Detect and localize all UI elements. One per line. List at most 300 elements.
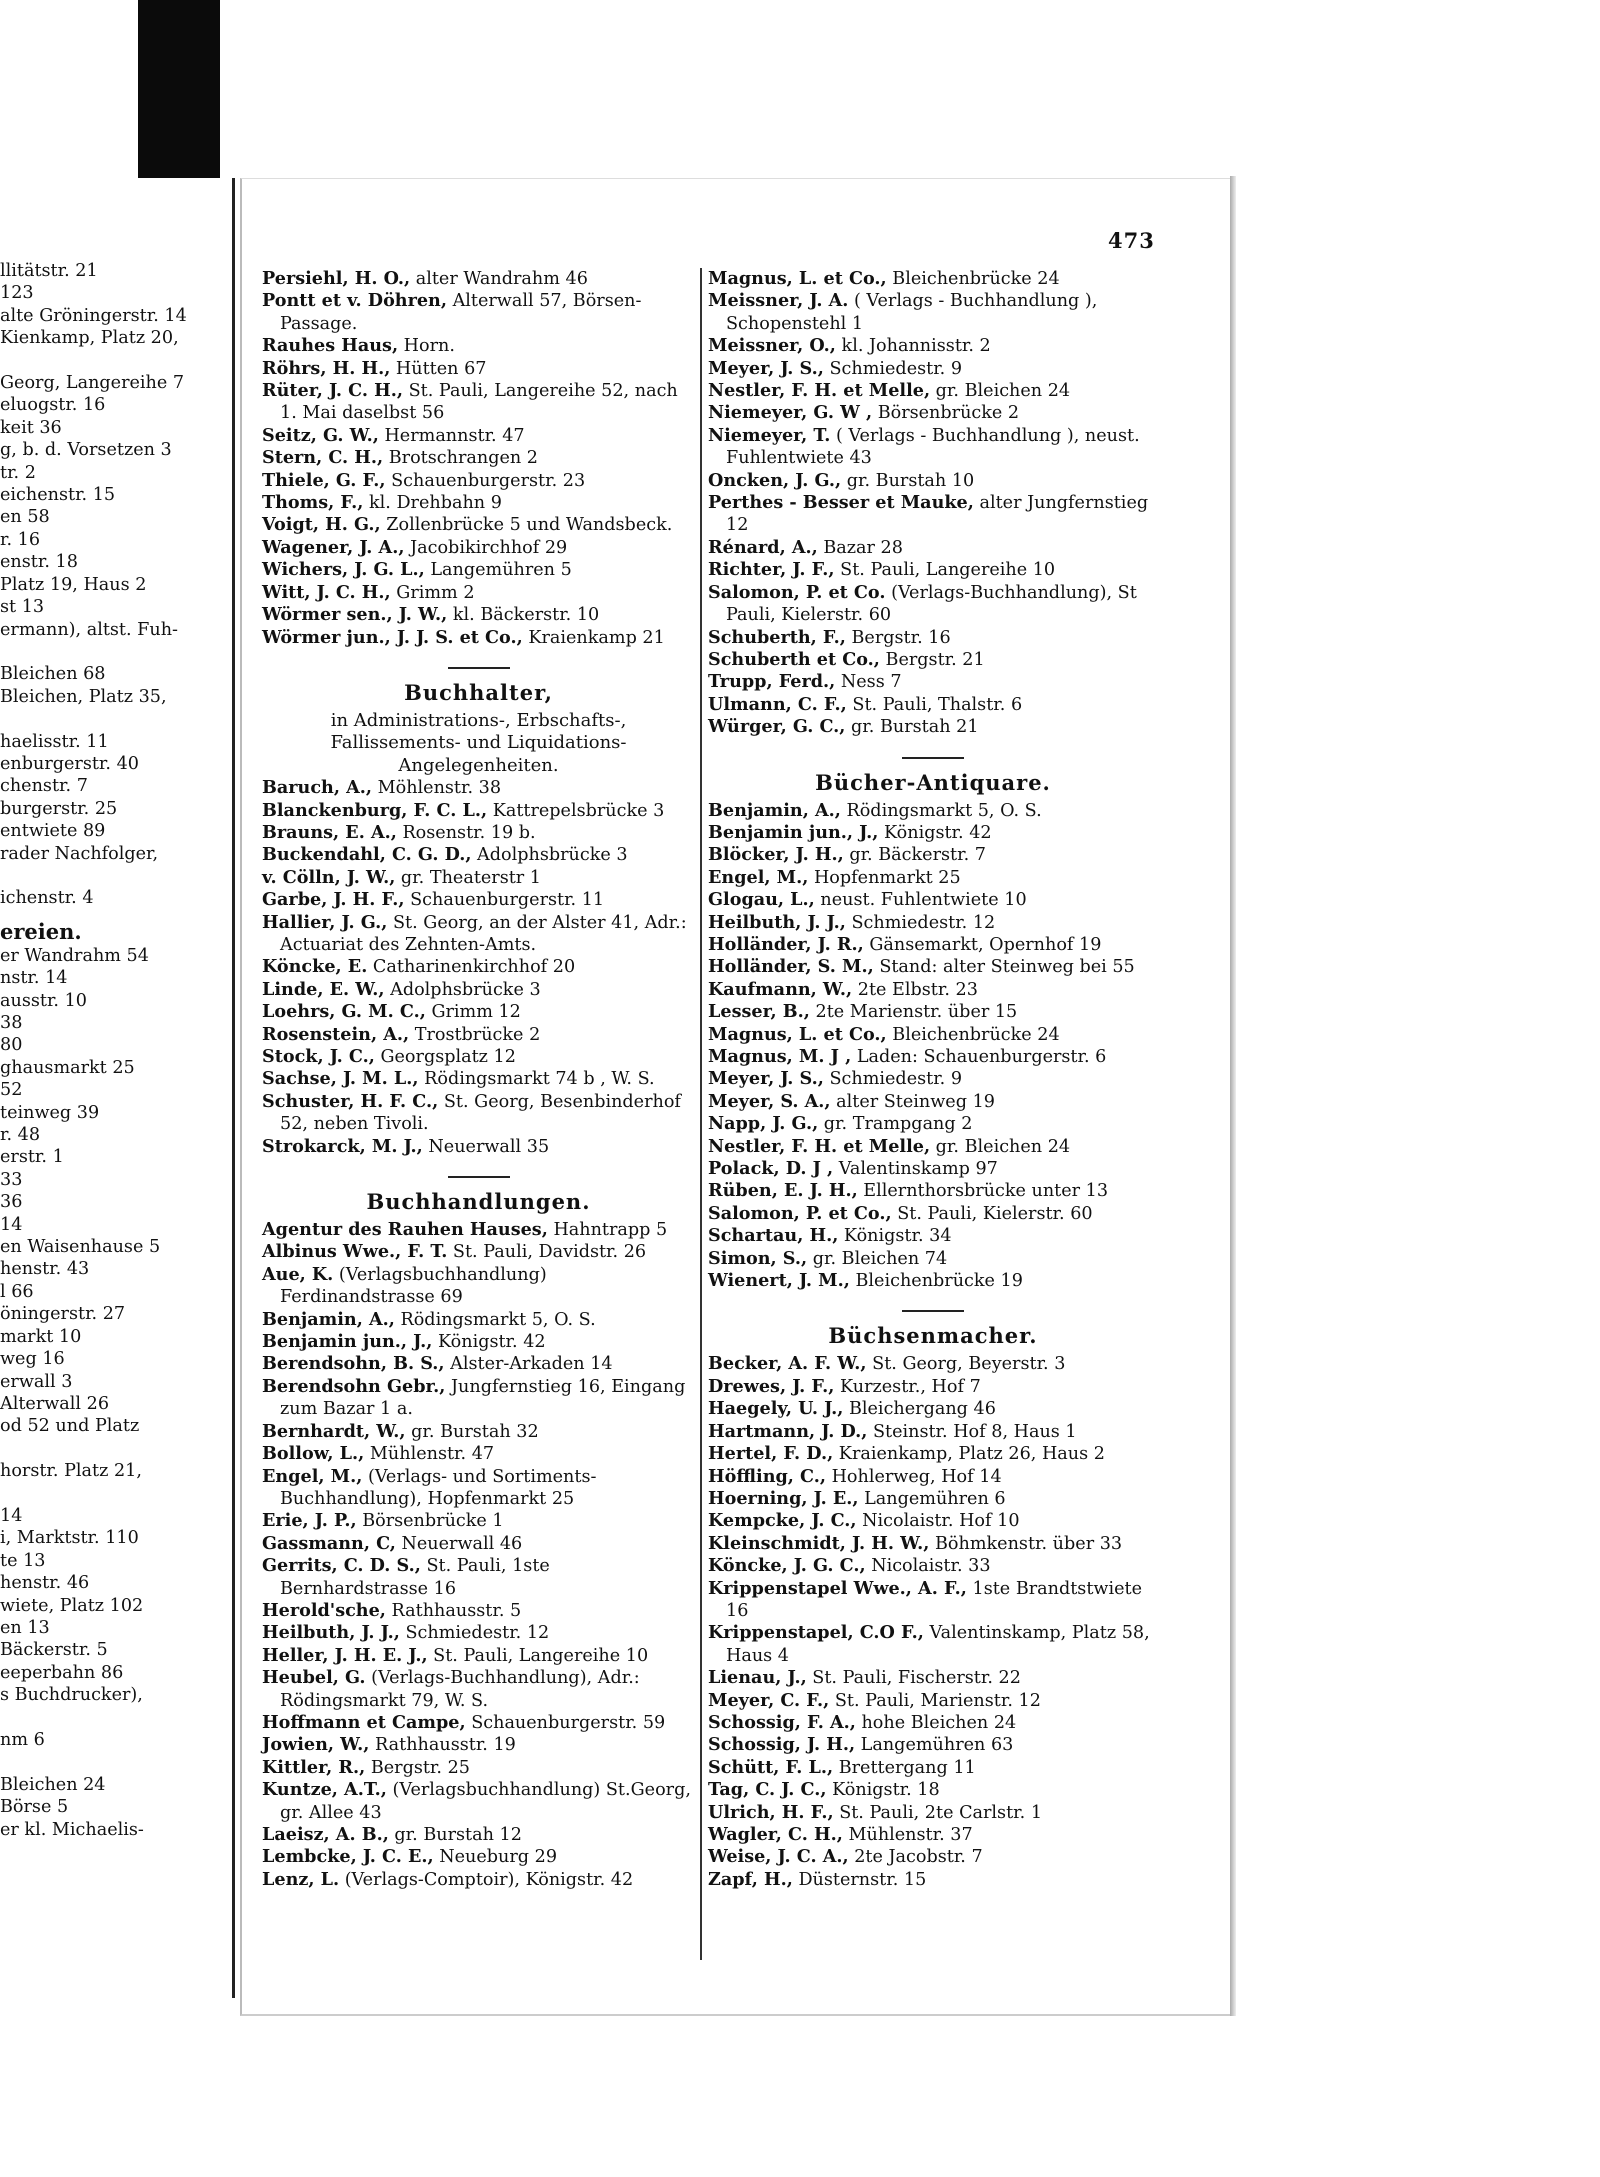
left-page-line: weg 16 [0, 1349, 65, 1370]
page-edge [1230, 176, 1236, 2016]
directory-entry [708, 335, 1158, 357]
directory-entry [262, 1869, 695, 1891]
entry-address: Stand: alter Steinweg bei 55 [879, 957, 1135, 978]
entry-name: Magnus, M. J , [708, 1046, 852, 1067]
entry-name: Baruch, A., [262, 777, 372, 799]
directory-entry [708, 380, 1158, 402]
entry-name: Buckendahl, C. G. D., [262, 844, 472, 866]
left-page-line: Bleichen 24 [0, 1774, 106, 1795]
directory-entry [708, 716, 1158, 738]
left-page-line: od 52 und Platz [0, 1416, 140, 1437]
directory-entry [262, 1645, 695, 1667]
column-divider [700, 268, 702, 1960]
entry-name: Meissner, J. A. [708, 290, 849, 312]
entry-name: Schuberth et Co., [708, 648, 880, 670]
entry-name: Schartau, H., [708, 1225, 839, 1247]
directory-entry [708, 559, 1158, 581]
left-page-line: er Wandrahm 54 [0, 945, 149, 966]
entry-name: Berendsohn, B. S., [262, 1353, 445, 1375]
directory-entry [708, 402, 1158, 424]
left-page-heading: ereien. [0, 918, 82, 944]
entry-address: Trostbrücke 2 [414, 1024, 541, 1045]
entry-address: kl. Bäckerstr. 10 [452, 605, 600, 626]
left-page-line: en Waisenhause 5 [0, 1237, 161, 1258]
left-page-line: rader Nachfolger, [0, 843, 159, 864]
entry-address: Horn. [403, 336, 455, 357]
directory-entry [708, 1846, 1158, 1868]
entry-name: Schuberth, F., [708, 626, 846, 648]
entries-top-left [262, 268, 695, 649]
entry-name: Heubel, G. [262, 1667, 366, 1689]
directory-entry [262, 1001, 695, 1023]
left-page-line: 123 [0, 283, 34, 304]
directory-entry [262, 582, 695, 604]
directory-entry [262, 1757, 695, 1779]
directory-entry [262, 1353, 695, 1375]
left-page-line [0, 708, 232, 730]
entry-address: Schmiedestr. 9 [829, 1069, 963, 1090]
entry-name: Schuster, H. F. C., [262, 1090, 439, 1112]
directory-entry [262, 1779, 695, 1824]
entry-address: Schauenburgerstr. 23 [391, 470, 586, 491]
directory-entry [262, 470, 695, 492]
directory-entry [708, 1667, 1158, 1689]
directory-entry [262, 1466, 695, 1511]
entry-address: ( Verlags - Buchhandlung ), neust. Fuhlentwiete 43 [726, 425, 1140, 469]
directory-entry [262, 380, 695, 425]
entry-address: Hahntrapp 5 [553, 1220, 668, 1241]
entry-address: (Verlagsbuchhandlung) St.Georg, gr. Allee 43 [280, 1780, 691, 1823]
section-separator [902, 1310, 964, 1312]
directory-entry [708, 956, 1158, 978]
entry-address: gr. Bleichen 74 [812, 1248, 948, 1269]
directory-entry [708, 1779, 1158, 1801]
entry-address: Brotschrangen 2 [388, 448, 538, 469]
entry-address: Schmiedestr. 12 [405, 1623, 550, 1644]
directory-entry [262, 800, 695, 822]
entry-name: Lembcke, J. C. E., [262, 1846, 434, 1868]
entry-address: (Verlags-Comptoir), Königstr. 42 [344, 1869, 634, 1890]
left-page-line: 80 [0, 1035, 23, 1056]
entry-name: Lienau, J., [708, 1667, 807, 1689]
entries-top-right [708, 268, 1158, 739]
left-page-line: erwall 3 [0, 1371, 73, 1392]
entry-address: St. Pauli, Langereihe 10 [840, 560, 1056, 581]
entry-name: Hertel, F. D., [708, 1443, 834, 1465]
directory-entry [262, 1264, 695, 1309]
directory-entry [708, 1001, 1158, 1023]
entry-name: v. Cölln, J. W., [262, 866, 396, 888]
entry-name: Höffling, C., [708, 1465, 826, 1487]
entry-name: Thiele, G. F., [262, 469, 386, 491]
entry-name: Niemeyer, G. W , [708, 402, 873, 424]
directory-entry [708, 1712, 1158, 1734]
entry-name: Blöcker, J. H., [708, 844, 844, 866]
page-number: 473 [1108, 228, 1155, 253]
entry-name: Krippenstapel, C.O F., [708, 1622, 924, 1644]
left-page-line: er kl. Michaelis- [0, 1819, 144, 1840]
entry-name: Bollow, L., [262, 1443, 365, 1465]
heading-buechsenmacher: Büchsenmacher. [828, 1323, 1038, 1349]
entry-name: Hallier, J. G., [262, 911, 388, 933]
entry-address: gr. Trampgang 2 [823, 1114, 973, 1135]
entry-name: Tag, C. J. C., [708, 1779, 827, 1801]
entry-address: Kattrepelsbrücke 3 [492, 800, 665, 821]
entries-buchhandlungen [262, 1219, 695, 1891]
entry-address: Bergstr. 21 [885, 649, 985, 670]
directory-entry [708, 671, 1158, 693]
entry-address: St. Pauli, 2te Carlstr. 1 [839, 1802, 1043, 1823]
left-page-line [0, 1438, 232, 1460]
entry-address: (Verlags-Buchhandlung), St Pauli, Kielerstr. 60 [726, 582, 1137, 626]
entry-name: Becker, A. F. W., [708, 1353, 867, 1375]
entry-address: gr. Burstah 32 [411, 1421, 539, 1442]
entry-name: Schossig, F. A., [708, 1711, 856, 1733]
entry-address: Grimm 2 [396, 582, 475, 603]
entry-name: Meyer, C. F., [708, 1689, 830, 1711]
directory-entry [262, 1331, 695, 1353]
entry-name: Engel, M., [708, 866, 809, 888]
entry-name: Salomon, P. et Co. [708, 581, 886, 603]
directory-entry [262, 912, 695, 957]
heading-buchhalter: Buchhalter, [404, 679, 553, 705]
directory-entry [708, 1510, 1158, 1532]
entry-name: Holländer, S. M., [708, 956, 874, 978]
left-page-line [0, 1707, 232, 1729]
left-page-line: erstr. 1 [0, 1147, 64, 1168]
directory-entry [708, 934, 1158, 956]
left-page-line: markt 10 [0, 1326, 82, 1347]
entry-address: Grimm 12 [431, 1002, 521, 1023]
entry-name: Polack, D. J , [708, 1158, 834, 1180]
entry-address: Bleichergang 46 [848, 1399, 996, 1420]
entry-address: Gänsemarkt, Opernhof 19 [869, 934, 1102, 955]
entry-name: Wichers, J. G. L., [262, 559, 425, 581]
left-page-line: Bleichen, Platz 35, [0, 686, 167, 707]
left-page-line: Börse 5 [0, 1797, 69, 1818]
left-page-line: alte Gröningerstr. 14 [0, 305, 187, 326]
entry-address: Bleichenbrücke 19 [855, 1271, 1023, 1292]
entry-name: Rüben, E. J. H., [708, 1180, 858, 1202]
directory-entry [708, 912, 1158, 934]
directory-entry [262, 1667, 695, 1712]
entry-address: Langemühren 6 [864, 1488, 1006, 1509]
left-page-line: eichenstr. 15 [0, 485, 116, 506]
entry-name: Blanckenburg, F. C. L., [262, 799, 488, 821]
entry-name: Lesser, B., [708, 1001, 810, 1023]
entry-address: Jungfernstieg 16, Eingang zum Bazar 1 a. [280, 1376, 686, 1420]
entry-name: Thoms, F., [262, 492, 364, 514]
entries-buechsenmacher [708, 1353, 1158, 1891]
left-page-fragment [0, 178, 235, 1998]
entry-address: neust. Fuhlentwiete 10 [820, 890, 1027, 911]
entry-address: St. Pauli, Fischerstr. 22 [812, 1668, 1021, 1689]
entry-name: Krippenstapel Wwe., A. F., [708, 1577, 967, 1599]
directory-entry [262, 514, 695, 536]
directory-entry [708, 649, 1158, 671]
directory-entry [708, 1136, 1158, 1158]
entry-name: Wagener, J. A., [262, 536, 405, 558]
directory-entry [708, 1180, 1158, 1202]
section-separator [448, 667, 510, 669]
entries-buchhalter [262, 777, 695, 1158]
entry-address: (Verlagsbuchhandlung) Ferdinandstrasse 69 [280, 1264, 547, 1308]
directory-entry [708, 1622, 1158, 1667]
directory-entry [262, 1443, 695, 1465]
directory-entry [262, 777, 695, 799]
directory-entry [708, 1398, 1158, 1420]
entry-address: Catharinenkirchhof 20 [372, 957, 576, 978]
entry-name: Weise, J. C. A., [708, 1846, 849, 1868]
entry-name: Trupp, Ferd., [708, 671, 836, 693]
entry-address: Mühlenstr. 47 [369, 1444, 495, 1465]
directory-entry [708, 1488, 1158, 1510]
entry-address: Rödingsmarkt 5, O. S. [846, 800, 1042, 821]
entry-name: Hoerning, J. E., [708, 1487, 859, 1509]
entry-address: Möhlenstr. 38 [377, 778, 502, 799]
entry-name: Linde, E. W., [262, 978, 385, 1000]
directory-entry [708, 1734, 1158, 1756]
directory-entry [708, 1270, 1158, 1292]
entry-name: Rosenstein, A., [262, 1023, 410, 1045]
entry-name: Stock, J. C., [262, 1046, 375, 1067]
directory-entry [262, 627, 695, 649]
directory-entry [262, 1136, 695, 1158]
entry-address: Adolphsbrücke 3 [390, 979, 541, 1000]
directory-entry [262, 492, 695, 514]
directory-entry [262, 979, 695, 1001]
entry-name: Pontt et v. Döhren, [262, 290, 447, 312]
entry-name: Kittler, R., [262, 1756, 366, 1778]
left-page-line: te 13 [0, 1550, 46, 1571]
left-page-line: 52 [0, 1080, 23, 1101]
directory-entry [708, 1091, 1158, 1113]
entry-address: Nicolaistr. Hof 10 [862, 1511, 1020, 1532]
directory-entry [708, 1113, 1158, 1135]
entry-name: Richter, J. F., [708, 559, 835, 581]
entry-address: kl. Johannisstr. 2 [841, 336, 991, 357]
left-page-line: keit 36 [0, 417, 62, 438]
entry-name: Sachse, J. M. L., [262, 1068, 419, 1090]
entry-address: alter Wandrahm 46 [415, 269, 588, 289]
entry-address: 2te Marienstr. über 15 [815, 1002, 1018, 1023]
entry-name: Gassmann, C, [262, 1532, 396, 1554]
entry-name: Rüter, J. C. H., [262, 380, 403, 402]
entry-address: St. Pauli, 1ste Bernhardstrasse 16 [280, 1556, 550, 1599]
entry-name: Agentur des Rauhen Hauses, [262, 1219, 548, 1241]
entry-address: Ellernthorsbrücke unter 13 [863, 1181, 1109, 1202]
directory-entry [262, 290, 695, 335]
entry-address: St. Pauli, Kielerstr. 60 [897, 1203, 1093, 1224]
entry-name: Brauns, E. A., [262, 821, 397, 843]
left-page-line: 14 [0, 1505, 23, 1526]
left-page-line: en 58 [0, 507, 50, 528]
entry-address: Schmiedestr. 12 [851, 912, 996, 933]
directory-entry [708, 1869, 1158, 1891]
directory-entry [262, 1712, 695, 1734]
entry-address: St. Georg, Besenbinderhof 52, neben Tivoli. [280, 1091, 681, 1135]
directory-entry [708, 1158, 1158, 1180]
left-page-line: enstr. 18 [0, 552, 78, 573]
entry-name: Kempcke, J. C., [708, 1510, 857, 1532]
entry-name: Oncken, J. G., [708, 469, 842, 491]
directory-entry [708, 1046, 1158, 1068]
entries-antiquare [708, 800, 1158, 1293]
left-page-line: nstr. 14 [0, 968, 68, 989]
entry-address: 2te Elbstr. 23 [857, 979, 978, 1000]
directory-entry [708, 822, 1158, 844]
entry-address: 2te Jacobstr. 7 [854, 1847, 983, 1868]
left-page-line [0, 1751, 232, 1773]
left-page-line [0, 1483, 232, 1505]
entry-address: Neuerwall 46 [401, 1533, 523, 1554]
entry-address: Neueburg 29 [439, 1847, 558, 1868]
entry-name: Bernhardt, W., [262, 1420, 406, 1442]
directory-entry [708, 979, 1158, 1001]
entry-address: Bergstr. 25 [370, 1757, 470, 1778]
entry-address: St. Georg, an der Alster 41, Adr.: Actuariat des Zehnten-Amts. [280, 912, 687, 955]
entry-address: St. Pauli, Marienstr. 12 [834, 1690, 1041, 1711]
directory-entry [262, 1622, 695, 1644]
entry-name: Stern, C. H., [262, 447, 384, 469]
entry-address: Georgsplatz 12 [380, 1047, 516, 1067]
entry-address: alter Jungfernstieg 12 [726, 493, 1149, 536]
directory-entry [708, 1353, 1158, 1375]
directory-entry [708, 358, 1158, 380]
directory-entry [708, 1757, 1158, 1779]
entry-name: Meyer, J. S., [708, 1068, 824, 1090]
entry-name: Benjamin jun., J., [262, 1331, 433, 1353]
entry-address: Alterwall 57, Börsen-Passage. [280, 291, 642, 334]
left-page-line: henstr. 43 [0, 1259, 90, 1280]
column-left [262, 268, 695, 1891]
left-page-line: eeperbahn 86 [0, 1662, 124, 1683]
directory-entry [262, 1376, 695, 1421]
left-page-line: henstr. 46 [0, 1573, 90, 1594]
left-page-line: chenstr. 7 [0, 776, 88, 797]
entry-address: Kraienkamp, Platz 26, Haus 2 [838, 1444, 1105, 1465]
entry-address: Jacobikirchhof 29 [410, 537, 568, 558]
left-page-line: r. 48 [0, 1125, 41, 1146]
entry-address: Hermannstr. 47 [384, 425, 525, 446]
entry-name: Heller, J. H. E. J., [262, 1644, 428, 1666]
directory-entry [708, 694, 1158, 716]
left-page-line: nm 6 [0, 1730, 45, 1750]
entry-name: Seitz, G. W., [262, 424, 379, 446]
directory-entry [262, 537, 695, 559]
entry-name: Wienert, J. M., [708, 1270, 850, 1292]
directory-entry [708, 627, 1158, 649]
directory-entry [262, 1046, 695, 1068]
entry-name: Röhrs, H. H., [262, 357, 391, 379]
entry-name: Meissner, O., [708, 335, 836, 357]
directory-entry [262, 1068, 695, 1090]
entry-address: (Verlags-Buchhandlung), Adr.: Rödingsmarkt 79, W. S. [280, 1668, 640, 1711]
directory-entry [708, 1802, 1158, 1824]
left-page-line: g, b. d. Vorsetzen 3 [0, 440, 172, 461]
entry-address: Langemühren 5 [430, 560, 572, 581]
directory-entry [262, 425, 695, 447]
entry-address: St. Pauli, Davidstr. 26 [452, 1242, 647, 1263]
directory-entry [708, 1533, 1158, 1555]
entry-address: Hopfenmarkt 25 [813, 867, 961, 888]
left-page-line: i, Marktstr. 110 [0, 1528, 139, 1549]
directory-entry [262, 1555, 695, 1600]
directory-entry [262, 1024, 695, 1046]
entry-address: Langemühren 63 [860, 1735, 1014, 1756]
directory-entry [708, 492, 1158, 537]
entry-name: Ulrich, H. F., [708, 1801, 834, 1823]
column-right [708, 268, 1158, 1891]
entry-address: Kraienkamp 21 [528, 627, 665, 648]
heading-buchhandlungen: Buchhandlungen. [366, 1189, 591, 1215]
entry-address: Schauenburgerstr. 11 [410, 890, 605, 911]
left-page-line: teinweg 39 [0, 1102, 100, 1123]
entry-name: Laeisz, A. B., [262, 1824, 389, 1845]
entry-name: Magnus, L. et Co., [708, 268, 887, 289]
left-page-line: enburgerstr. 40 [0, 753, 139, 774]
entry-address: St. Pauli, Langereihe 52, nach 1. Mai daselbst 56 [280, 381, 678, 424]
directory-entry [262, 1421, 695, 1443]
binding-strip [138, 0, 220, 178]
entry-name: Kleinschmidt, J. H. W., [708, 1532, 930, 1554]
entry-name: Heilbuth, J. J., [708, 911, 846, 933]
entry-name: Holländer, J. R., [708, 933, 864, 955]
entry-name: Nestler, F. H. et Melle, [708, 1135, 931, 1157]
entry-address: Hütten 67 [395, 358, 487, 379]
entry-address: St. Georg, Beyerstr. 3 [872, 1354, 1066, 1375]
entry-address: St. Pauli, Thalstr. 6 [852, 694, 1023, 715]
directory-entry [708, 889, 1158, 911]
entry-address: Königstr. 42 [437, 1332, 546, 1353]
directory-entry [262, 1600, 695, 1622]
entry-address: gr. Burstah 21 [851, 717, 979, 738]
entry-name: Zapf, H., [708, 1868, 793, 1890]
entry-name: Hartmann, J. D., [708, 1420, 868, 1442]
entry-address: hohe Bleichen 24 [861, 1712, 1017, 1733]
directory-entry [708, 1225, 1158, 1247]
left-page-line: Kienkamp, Platz 20, [0, 328, 179, 349]
left-page-line: wiete, Platz 102 [0, 1595, 144, 1616]
directory-entry [262, 889, 695, 911]
entry-address: Schauenburgerstr. 59 [471, 1712, 666, 1733]
directory-entry [708, 1466, 1158, 1488]
entry-name: Benjamin, A., [708, 799, 841, 821]
left-page-line: ausstr. 10 [0, 990, 87, 1011]
entry-address: gr. Bäckerstr. 7 [849, 845, 986, 866]
directory-entry [262, 335, 695, 357]
left-page-line: ghausmarkt 25 [0, 1057, 135, 1078]
entry-address: Bergstr. 16 [851, 627, 951, 648]
directory-entry [708, 290, 1158, 335]
directory-entry [262, 1824, 695, 1846]
entry-name: Kuntze, A.T., [262, 1779, 387, 1801]
entry-address: Schmiedestr. 9 [829, 358, 963, 379]
left-page-line: Bäckerstr. 5 [0, 1640, 108, 1661]
entry-address: Rödingsmarkt 74 b , W. S. [424, 1069, 655, 1090]
left-page-line: eluogstr. 16 [0, 395, 106, 416]
entry-name: Gerrits, C. D. S., [262, 1555, 421, 1577]
directory-entry [262, 1091, 695, 1136]
directory-entry [262, 1533, 695, 1555]
section-separator [448, 1176, 510, 1178]
entry-name: Köncke, J. G. C., [708, 1555, 866, 1577]
entry-name: Ulmann, C. F., [708, 693, 847, 715]
entry-address: Bleichenbrücke 24 [892, 1024, 1060, 1045]
entry-address: Neuerwall 35 [428, 1136, 550, 1157]
entry-address: Adolphsbrücke 3 [477, 845, 628, 866]
directory-entry [262, 822, 695, 844]
